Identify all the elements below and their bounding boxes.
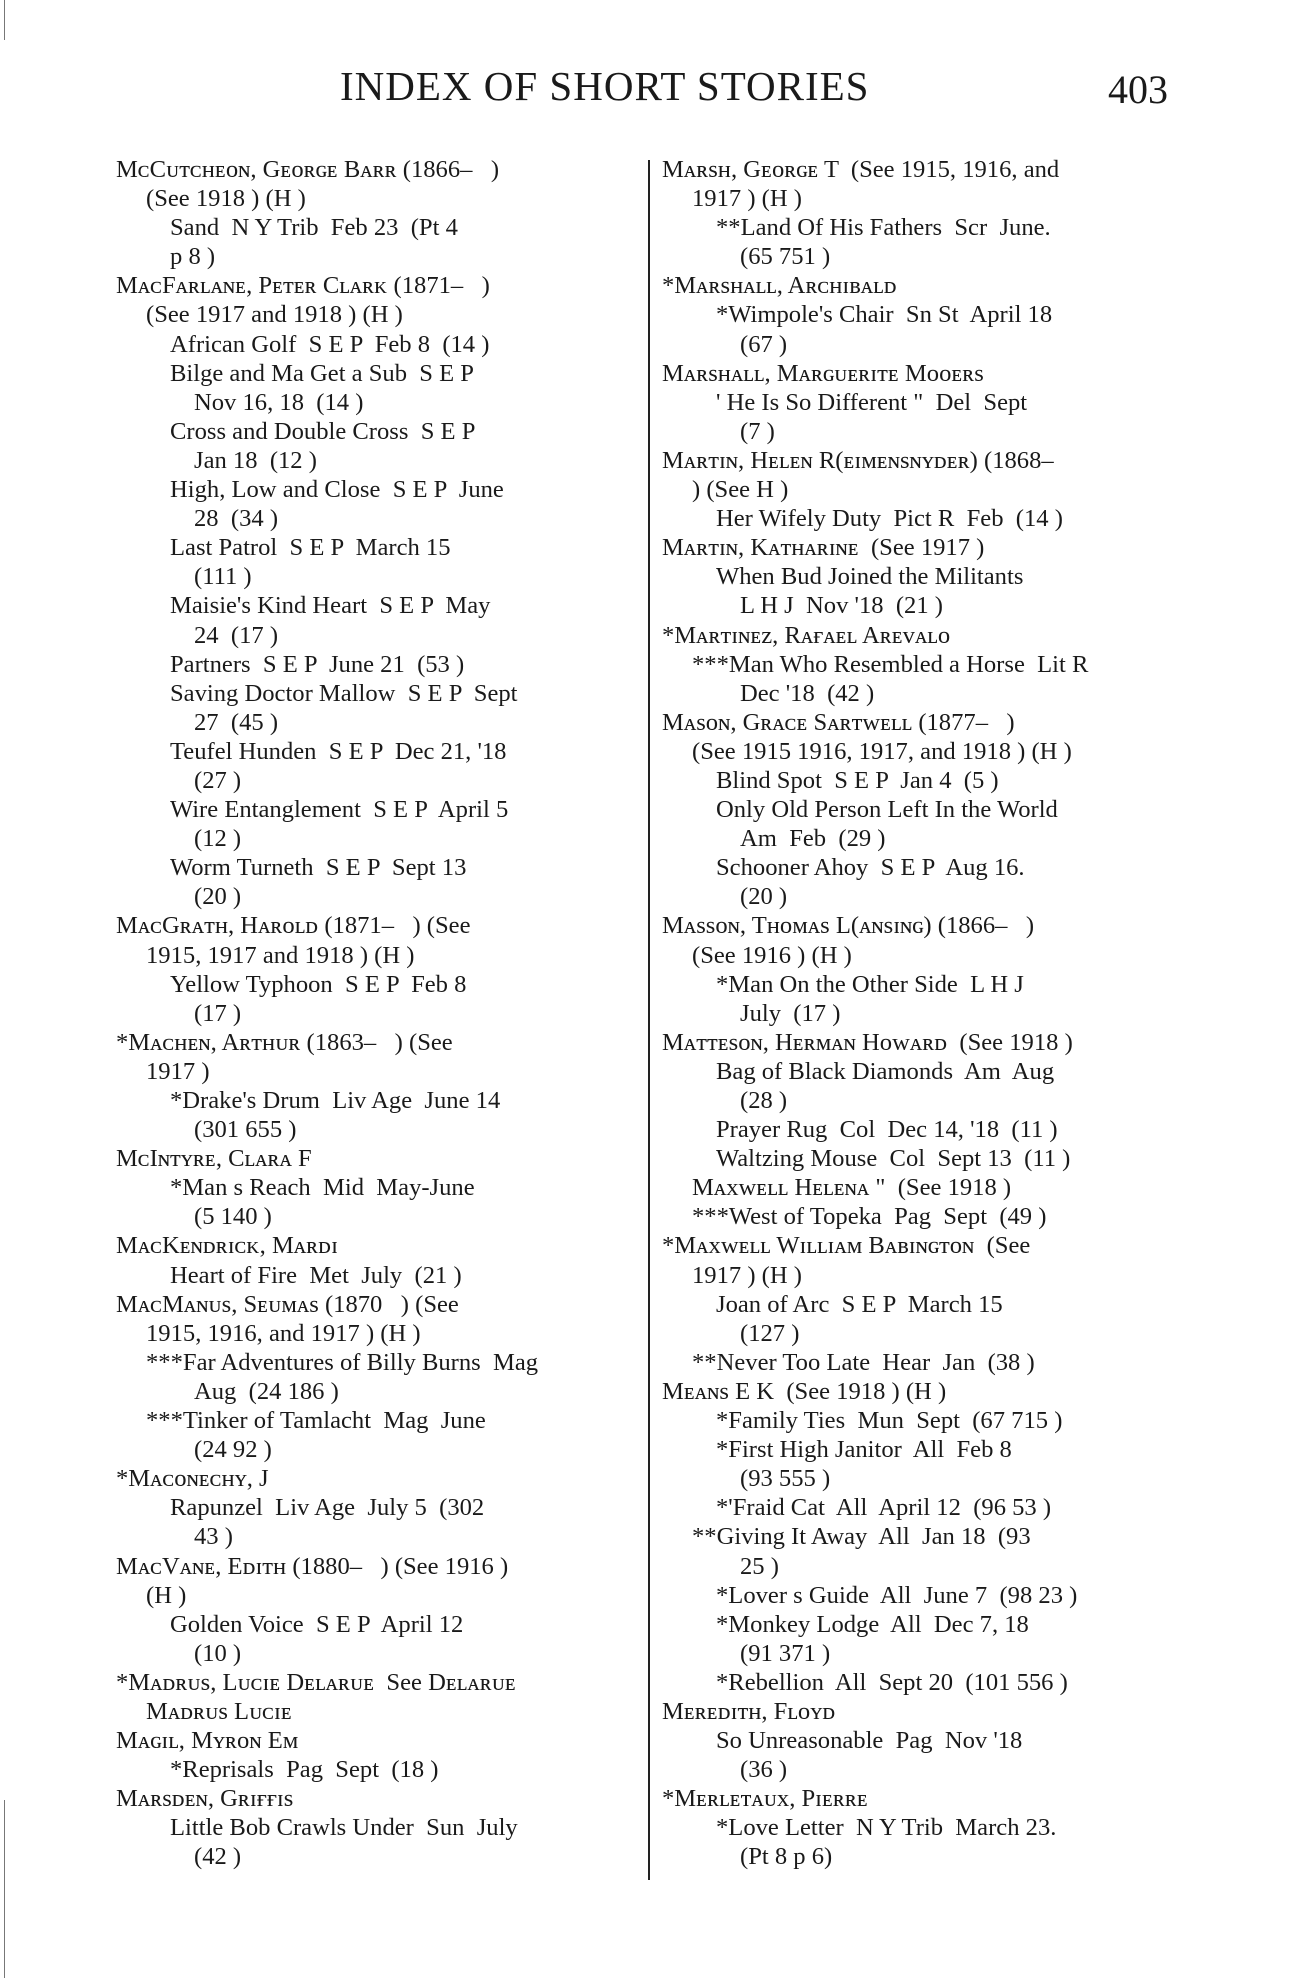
index-entry-line: *'Fraid Cat All April 12 (96 53 ) bbox=[716, 1494, 1052, 1522]
index-entry-line: Worm Turneth S E P Sept 13 bbox=[170, 854, 467, 882]
index-entry-author: Mᴀʀᴛɪɴ, Hᴇʟᴇɴ R(ᴇɪᴍᴇɴsɴʏᴅᴇʀ) (1868– bbox=[662, 446, 1054, 474]
index-entry-author: MᴀᴄVᴀɴᴇ, Eᴅɪᴛʜ (1880– ) (See 1916 ) bbox=[116, 1552, 509, 1580]
index-entry-line: Heart of Fire Met July (21 ) bbox=[170, 1261, 462, 1289]
index-entry-line: Wire Entanglement S E P April 5 bbox=[170, 796, 509, 824]
index-entry-line: *Man On the Other Side L H J bbox=[716, 970, 1024, 998]
index-entry-line: Teufel Hunden S E P Dec 21, '18 bbox=[170, 737, 507, 765]
index-entry-line: (111 ) bbox=[194, 563, 252, 591]
index-entry-line: *Lover s Guide All June 7 (98 23 ) bbox=[716, 1581, 1078, 1609]
index-entry-line: (H ) bbox=[146, 1581, 187, 1609]
index-entry-line: African Golf S E P Feb 8 (14 ) bbox=[170, 330, 490, 358]
index-entry-line: ) (See H ) bbox=[692, 476, 789, 504]
index-entry-author: *Mᴀʀᴛɪɴᴇᴢ, Rᴀғᴀᴇʟ Aʀᴇᴠᴀʟᴏ bbox=[662, 621, 951, 649]
index-entry-line: 27 (45 ) bbox=[194, 708, 279, 736]
index-entry-line: 28 (34 ) bbox=[194, 505, 279, 533]
index-entry-line: Golden Voice S E P April 12 bbox=[170, 1610, 464, 1638]
index-entry-line: Maisie's Kind Heart S E P May bbox=[170, 592, 491, 620]
left-column bbox=[116, 155, 636, 1872]
index-entry-line: ***West of Topeka Pag Sept (49 ) bbox=[692, 1203, 1047, 1231]
index-entry-line: (See 1917 and 1918 ) (H ) bbox=[146, 301, 403, 329]
index-entry-author: *Mᴀʀsʜᴀʟʟ, Aʀᴄʜɪʙᴀʟᴅ bbox=[662, 272, 897, 300]
index-entry-author: Mᴀʀᴛɪɴ, Kᴀᴛʜᴀʀɪɴᴇ (See 1917 ) bbox=[662, 534, 985, 562]
index-entry-line: Blind Spot S E P Jan 4 (5 ) bbox=[716, 766, 999, 794]
index-entry-line: Am Feb (29 ) bbox=[740, 825, 886, 853]
index-entry-line: (20 ) bbox=[740, 883, 788, 911]
index-entry-line: 1917 ) (H ) bbox=[692, 185, 802, 213]
index-entry-line: Aug (24 186 ) bbox=[194, 1377, 339, 1405]
index-entry-line: *Reprisals Pag Sept (18 ) bbox=[170, 1756, 439, 1784]
index-entry-line: 24 (17 ) bbox=[194, 621, 279, 649]
index-entry-line: Little Bob Crawls Under Sun July bbox=[170, 1814, 518, 1842]
scan-edge-mark bbox=[4, 0, 5, 40]
page-title: INDEX OF SHORT STORIES bbox=[340, 63, 870, 109]
index-entry-author: Mᴀʀsᴅᴇɴ, Gʀɪғғɪs bbox=[116, 1785, 294, 1813]
index-entry-author: Mᴀᴛᴛᴇsᴏɴ, Hᴇʀᴍᴀɴ Hᴏᴡᴀʀᴅ (See 1918 ) bbox=[662, 1028, 1073, 1056]
index-entry-line: *First High Janitor All Feb 8 bbox=[716, 1436, 1012, 1464]
index-entry-line: Cross and Double Cross S E P bbox=[170, 417, 476, 445]
index-entry-author: MᴄCᴜᴛᴄʜᴇᴏɴ, Gᴇᴏʀɢᴇ Bᴀʀʀ (1866– ) bbox=[116, 156, 500, 183]
index-entry-line: (42 ) bbox=[194, 1843, 242, 1871]
index-entry-line: Nov 16, 18 (14 ) bbox=[194, 388, 364, 416]
index-entry-line: Saving Doctor Mallow S E P Sept bbox=[170, 679, 518, 707]
index-entry-author: Mᴀʀsʜ, Gᴇᴏʀɢᴇ T (See 1915, 1916, and bbox=[662, 156, 1060, 183]
index-entry-line: (28 ) bbox=[740, 1087, 788, 1114]
index-entry-author: Mᴀsᴏɴ, Gʀᴀᴄᴇ Sᴀʀᴛᴡᴇʟʟ (1877– ) bbox=[662, 708, 1015, 736]
index-entry-line: Bag of Black Diamonds Am Aug bbox=[716, 1057, 1055, 1085]
index-entry-line: (301 655 ) bbox=[194, 1116, 297, 1144]
index-entry-author: MᴀᴄFᴀʀʟᴀɴᴇ, Pᴇᴛᴇʀ Cʟᴀʀᴋ (1871– ) bbox=[116, 272, 490, 300]
index-entry-line: (10 ) bbox=[194, 1639, 242, 1667]
index-entry-line: (67 ) bbox=[740, 330, 788, 358]
index-entry-line: **Giving It Away All Jan 18 (93 bbox=[692, 1523, 1031, 1551]
page-number: 403 bbox=[1108, 67, 1168, 112]
index-entry-line: So Unreasonable Pag Nov '18 bbox=[716, 1727, 1023, 1755]
index-entry-author: MᴄIɴᴛʏʀᴇ, Cʟᴀʀᴀ F bbox=[116, 1145, 312, 1173]
index-entry-line: Mᴀxᴡᴇʟʟ Hᴇʟᴇɴᴀ " (See 1918 ) bbox=[692, 1174, 1012, 1202]
index-entry-line: 43 ) bbox=[194, 1523, 233, 1551]
index-entry-line: (7 ) bbox=[740, 417, 775, 445]
index-entry-line: (65 751 ) bbox=[740, 243, 831, 271]
index-entry-line: Her Wifely Duty Pict R Feb (14 ) bbox=[716, 505, 1063, 533]
index-entry-line: *Love Letter N Y Trib March 23. bbox=[716, 1814, 1057, 1842]
index-entry-line: (See 1915 1916, 1917, and 1918 ) (H ) bbox=[692, 737, 1072, 765]
index-entry-line: (27 ) bbox=[194, 766, 242, 794]
index-entry-line: *Man s Reach Mid May-June bbox=[170, 1174, 475, 1202]
index-entry-line: ***Far Adventures of Billy Burns Mag bbox=[146, 1348, 539, 1376]
index-entry-author: Mᴀɢɪʟ, Mʏʀᴏɴ Eᴍ bbox=[116, 1727, 299, 1755]
index-entry-author: *Mᴀᴄʜᴇɴ, Aʀᴛʜᴜʀ (1863– ) (See bbox=[116, 1028, 453, 1056]
index-entry-line: 1915, 1917 and 1918 ) (H ) bbox=[146, 941, 415, 969]
index-entry-line: 1917 ) (H ) bbox=[692, 1261, 802, 1289]
index-entry-line: (Pt 8 p 6) bbox=[740, 1843, 833, 1871]
index-entry-author: Mᴀssᴏɴ, Tʜᴏᴍᴀs L(ᴀɴsɪɴɢ) (1866– ) bbox=[662, 912, 1035, 940]
index-entry-line: Dec '18 (42 ) bbox=[740, 679, 875, 707]
index-entry-line: High, Low and Close S E P June bbox=[170, 476, 504, 504]
index-entry-author: *Mᴀᴅʀᴜs, Lᴜᴄɪᴇ Dᴇʟᴀʀᴜᴇ See Dᴇʟᴀʀᴜᴇ bbox=[116, 1668, 516, 1696]
index-entry-line: (91 371 ) bbox=[740, 1639, 831, 1667]
index-entry-line: Last Patrol S E P March 15 bbox=[170, 534, 451, 562]
index-entry-line: *Family Ties Mun Sept (67 715 ) bbox=[716, 1407, 1063, 1435]
index-entry-line: Jan 18 (12 ) bbox=[194, 446, 317, 474]
index-entry-line: **Never Too Late Hear Jan (38 ) bbox=[692, 1348, 1035, 1376]
index-entry-line: (127 ) bbox=[740, 1319, 800, 1347]
index-entry-author: Mᴀʀsʜᴀʟʟ, Mᴀʀɢᴜᴇʀɪᴛᴇ Mᴏᴏᴇʀs bbox=[662, 359, 984, 387]
index-entry-line: *Drake's Drum Liv Age June 14 bbox=[170, 1087, 501, 1114]
index-entry-line: Yellow Typhoon S E P Feb 8 bbox=[170, 970, 467, 998]
right-column bbox=[662, 155, 1190, 1872]
index-entry-author: MᴀᴄMᴀɴᴜs, Sᴇᴜᴍᴀs (1870 ) (See bbox=[116, 1290, 459, 1318]
index-entry-line: Only Old Person Left In the World bbox=[716, 796, 1058, 824]
index-entry-line: Joan of Arc S E P March 15 bbox=[716, 1290, 1003, 1318]
index-entry-line: Prayer Rug Col Dec 14, '18 (11 ) bbox=[716, 1116, 1058, 1144]
index-entry-line: July (17 ) bbox=[740, 999, 841, 1027]
index-entry-line: p 8 ) bbox=[170, 243, 216, 271]
index-entry-line: Sand N Y Trib Feb 23 (Pt 4 bbox=[170, 214, 458, 242]
index-entry-line: Mᴀᴅʀᴜs Lᴜᴄɪᴇ bbox=[146, 1697, 292, 1725]
index-entry-line: (5 140 ) bbox=[194, 1203, 272, 1231]
index-entry-line: (17 ) bbox=[194, 999, 242, 1027]
index-entry-line: Waltzing Mouse Col Sept 13 (11 ) bbox=[716, 1145, 1071, 1173]
index-entry-line: ***Man Who Resembled a Horse Lit R bbox=[692, 650, 1089, 678]
index-entry-line: *Wimpole's Chair Sn St April 18 bbox=[716, 301, 1053, 329]
index-entry-line: *Monkey Lodge All Dec 7, 18 bbox=[716, 1610, 1029, 1638]
scan-edge-mark bbox=[4, 1800, 5, 1978]
index-entry-line: (See 1916 ) (H ) bbox=[692, 941, 852, 969]
index-entry-line: 25 ) bbox=[740, 1552, 779, 1580]
index-entry-line: **Land Of His Fathers Scr June. bbox=[716, 214, 1051, 242]
index-entry-author: MᴀᴄKᴇɴᴅʀɪᴄᴋ, Mᴀʀᴅɪ bbox=[116, 1232, 338, 1260]
index-entry-author: Mᴇᴀɴs E K (See 1918 ) (H ) bbox=[662, 1377, 947, 1405]
index-entry-line: 1915, 1916, and 1917 ) (H ) bbox=[146, 1319, 421, 1347]
index-entry-line: L H J Nov '18 (21 ) bbox=[740, 592, 943, 620]
index-entry-line: *Rebellion All Sept 20 (101 556 ) bbox=[716, 1668, 1068, 1696]
index-entry-line: ***Tinker of Tamlacht Mag June bbox=[146, 1407, 486, 1435]
index-entry-line: Bilge and Ma Get a Sub S E P bbox=[170, 359, 474, 387]
index-entry-author: MᴀᴄGʀᴀᴛʜ, Hᴀʀᴏʟᴅ (1871– ) (See bbox=[116, 912, 471, 940]
index-entry-author: Mᴇʀᴇᴅɪᴛʜ, Fʟᴏʏᴅ bbox=[662, 1697, 836, 1725]
index-entry-line: (20 ) bbox=[194, 883, 242, 911]
index-entry-line: Schooner Ahoy S E P Aug 16. bbox=[716, 854, 1025, 882]
index-entry-author: *Mᴀᴄᴏɴᴇᴄʜʏ, J bbox=[116, 1465, 269, 1493]
index-entry-line: (24 92 ) bbox=[194, 1436, 272, 1464]
index-entry-line: Partners S E P June 21 (53 ) bbox=[170, 650, 465, 678]
page-header bbox=[0, 62, 1295, 122]
index-entry-author: *Mᴇʀʟᴇᴛᴀᴜx, Pɪᴇʀʀᴇ bbox=[662, 1785, 868, 1813]
index-entry-author: *Mᴀxᴡᴇʟʟ Wɪʟʟɪᴀᴍ Bᴀʙɪɴɢᴛᴏɴ (See bbox=[662, 1232, 1031, 1260]
index-entry-line: (36 ) bbox=[740, 1756, 788, 1784]
index-entry-line: (See 1918 ) (H ) bbox=[146, 185, 306, 213]
index-entry-line: Rapunzel Liv Age July 5 (302 bbox=[170, 1494, 485, 1522]
index-entry-line: ' He Is So Different " Del Sept bbox=[716, 388, 1028, 416]
index-entry-line: When Bud Joined the Militants bbox=[716, 563, 1024, 591]
column-divider bbox=[648, 160, 650, 1880]
index-entry-line: 1917 ) bbox=[146, 1057, 210, 1085]
index-entry-line: (93 555 ) bbox=[740, 1465, 831, 1493]
index-entry-line: (12 ) bbox=[194, 825, 242, 853]
